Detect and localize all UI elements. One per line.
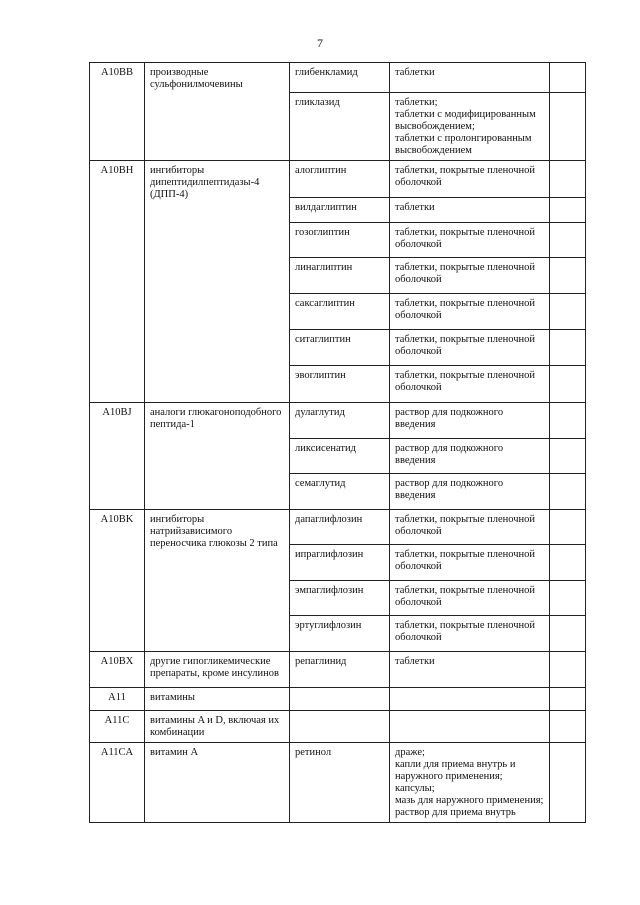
table-row [90,711,586,743]
dosage-forms-cell: таблетки [390,652,550,688]
drug-name-cell: эвоглиптин [290,366,390,403]
drug-table [89,62,586,823]
dosage-forms-cell [390,688,550,711]
empty-cell [550,258,586,294]
drug-name-cell: саксаглиптин [290,294,390,330]
drug-name-cell: гликлазид [290,93,390,161]
empty-cell [550,366,586,403]
dosage-forms-cell: таблетки [390,63,550,93]
drug-name-cell: ипраглифлозин [290,545,390,581]
empty-cell [550,743,586,823]
empty-cell [550,161,586,198]
table-row [90,161,586,198]
empty-cell [550,581,586,616]
empty-cell [550,223,586,258]
table-row [90,510,586,545]
drug-name-cell: репаглинид [290,652,390,688]
dosage-forms-cell: таблетки [390,198,550,223]
drug-name-cell: вилдаглиптин [290,198,390,223]
dosage-forms-cell: раствор для подкожного введения [390,439,550,474]
anatomical-group-cell: ингибиторы дипептидилпептидазы-4 (ДПП-4) [145,161,290,403]
anatomical-group-cell: витамины A и D, включая их комбинации [145,711,290,743]
dosage-forms-cell: таблетки, покрытые пленочной оболочкой [390,366,550,403]
table-row [90,63,586,93]
empty-cell [550,439,586,474]
anatomical-group-cell: аналоги глюкагоноподобного пептида-1 [145,403,290,510]
empty-cell [550,652,586,688]
dosage-forms-cell: таблетки; таблетки с модифицированным высвобождением; таблетки с пролонгированным высвобождением [390,93,550,161]
dosage-forms-cell: таблетки, покрытые пленочной оболочкой [390,294,550,330]
drug-name-cell: алоглиптин [290,161,390,198]
table-row [90,403,586,439]
dosage-forms-cell: драже; капли для приема внутрь и наружного применения; капсулы; мазь для наружного применения; раствор для приема внутрь [390,743,550,823]
drug-name-cell [290,688,390,711]
dosage-forms-cell: таблетки, покрытые пленочной оболочкой [390,616,550,652]
atc-code-cell: A10BJ [90,403,145,510]
empty-cell [550,93,586,161]
anatomical-group-cell: витамины [145,688,290,711]
atc-code-cell: A10BK [90,510,145,652]
dosage-forms-cell: таблетки, покрытые пленочной оболочкой [390,161,550,198]
empty-cell [550,294,586,330]
empty-cell [550,711,586,743]
dosage-forms-cell: таблетки, покрытые пленочной оболочкой [390,330,550,366]
dosage-forms-cell: таблетки, покрытые пленочной оболочкой [390,223,550,258]
dosage-forms-cell: таблетки, покрытые пленочной оболочкой [390,258,550,294]
table-row [90,652,586,688]
empty-cell [550,198,586,223]
anatomical-group-cell: другие гипогликемические препараты, кроме инсулинов [145,652,290,688]
drug-name-cell: эмпаглифлозин [290,581,390,616]
dosage-forms-cell: таблетки, покрытые пленочной оболочкой [390,545,550,581]
atc-code-cell: A11 [90,688,145,711]
drug-name-cell: семаглутид [290,474,390,510]
empty-cell [550,545,586,581]
empty-cell [550,403,586,439]
anatomical-group-cell: производные сульфонилмочевины [145,63,290,161]
anatomical-group-cell: ингибиторы натрийзависимого переносчика глюкозы 2 типа [145,510,290,652]
dosage-forms-cell [390,711,550,743]
atc-code-cell: A10BH [90,161,145,403]
dosage-forms-cell: раствор для подкожного введения [390,474,550,510]
empty-cell [550,616,586,652]
empty-cell [550,474,586,510]
drug-name-cell: эртуглифлозин [290,616,390,652]
atc-code-cell: A11CA [90,743,145,823]
dosage-forms-cell: таблетки, покрытые пленочной оболочкой [390,581,550,616]
drug-name-cell: глибенкламид [290,63,390,93]
dosage-forms-cell: таблетки, покрытые пленочной оболочкой [390,510,550,545]
atc-code-cell: A10BB [90,63,145,161]
empty-cell [550,330,586,366]
table-body [90,63,586,823]
anatomical-group-cell: витамин A [145,743,290,823]
drug-name-cell: ситаглиптин [290,330,390,366]
table-row [90,688,586,711]
drug-name-cell: дулаглутид [290,403,390,439]
atc-code-cell: A11C [90,711,145,743]
drug-name-cell: ликсисенатид [290,439,390,474]
dosage-forms-cell: раствор для подкожного введения [390,403,550,439]
drug-name-cell: ретинол [290,743,390,823]
page-number: 7 [317,36,323,50]
atc-code-cell: A10BX [90,652,145,688]
table-row [90,743,586,823]
empty-cell [550,510,586,545]
drug-name-cell: дапаглифлозин [290,510,390,545]
drug-name-cell: линаглиптин [290,258,390,294]
empty-cell [550,63,586,93]
drug-name-cell [290,711,390,743]
drug-name-cell: гозоглиптин [290,223,390,258]
empty-cell [550,688,586,711]
